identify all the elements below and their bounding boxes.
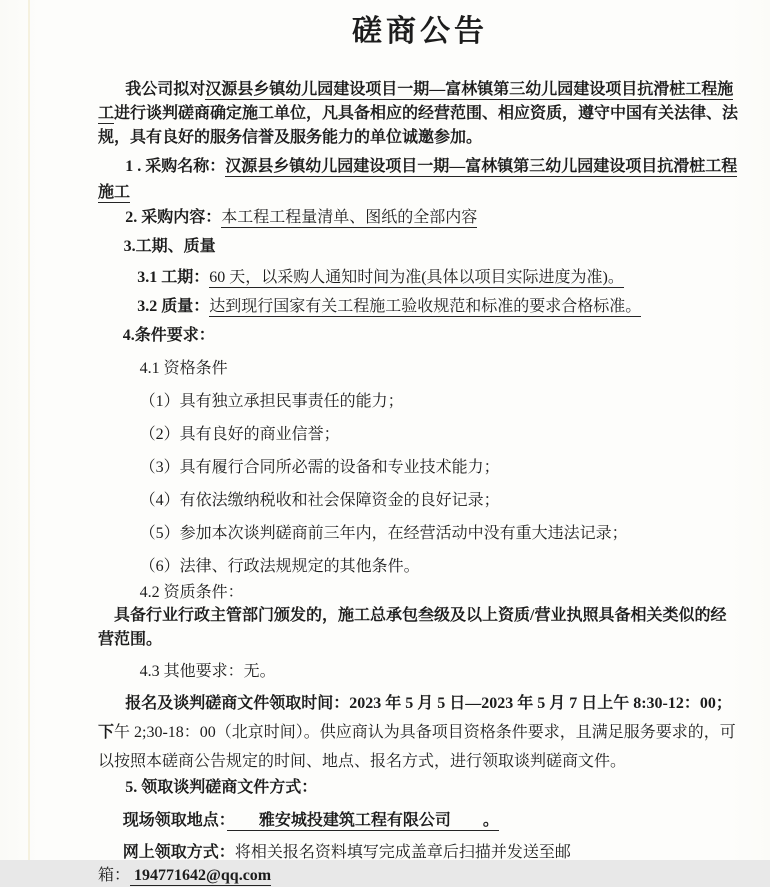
quality-item [98, 295, 742, 318]
online-pickup-email: 194771642@qq.com [130, 867, 272, 884]
scan-edge-artifact [28, 0, 30, 860]
qualification-heading: 4.1 资格条件 [139, 360, 228, 377]
credential-body: 具备行业行政主管部门颁发的，施工总承包叁级及以上资质/营业执照具备相关类似的经营范围。 [98, 607, 727, 648]
intro-lead: 我公司拟对 [125, 81, 206, 98]
online-pickup-text: 将相关报名资料填写完成盖章后扫描并发送至邮箱： [98, 844, 571, 884]
online-pickup-item [98, 841, 742, 887]
credential-heading: 4.2 资质条件： [139, 584, 244, 601]
requirements-heading: 4.条件要求： [122, 327, 215, 344]
duration-item [98, 266, 742, 289]
duration-label: 3.1 工期： [137, 269, 210, 286]
onsite-pickup-value: 雅安城投建筑工程有限公司 。 [226, 812, 499, 829]
qualification-item-5: （5）参加本次谈判磋商前三年内，在经营活动中没有重大违法记录； [139, 525, 628, 542]
procurement-content-value: 本工程工程量清单、图纸的全部内容 [221, 209, 478, 226]
signup-paragraph [98, 689, 742, 776]
qualification-item-2: （2）具有良好的商业信誉； [139, 426, 340, 443]
signup-rest: 午 2;30-18：00（北京时间）。供应商认为具备项目资格条件要求，且满足服务要求的，可以按照本磋商公告规定的时间、地点、报名方式，进行领取谈判磋商文件。 [98, 724, 736, 770]
qualification-item-3: （3）具有履行合同所必需的设备和专业技术能力； [139, 459, 500, 476]
pickup-method-heading: 5. 领取谈判磋商文件方式： [125, 779, 318, 796]
quality-value: 达到现行国家有关工程施工验收规范和标准的要求合格标准。 [209, 298, 642, 315]
page-title: 磋商公告 [352, 15, 488, 48]
procurement-name-item [98, 154, 742, 206]
online-pickup-label: 网上领取方式： [122, 844, 235, 861]
intro-project-name: 汉源县乡镇幼儿园建设项目一期—富林镇第三幼儿园建设项目抗滑桩工程施工 [98, 81, 734, 122]
qualification-item-4: （4）有依法缴纳税收和社会保障资金的良好记录； [139, 492, 500, 509]
signup-label: 报名及谈判磋商文件领取时间： [125, 695, 350, 712]
duration-value: 60 天，以采购人通知时间为准(具体以项目实际进度为准)。 [209, 269, 624, 286]
other-requirements: 4.3 其他要求：无。 [139, 663, 276, 680]
procurement-content-item [98, 206, 742, 229]
quality-label: 3.2 质量： [137, 298, 210, 315]
qualification-item-1: （1）具有独立承担民事责任的能力； [139, 393, 404, 410]
qualification-item-6: （6）法律、行政法规规定的其他条件。 [139, 558, 420, 575]
onsite-pickup-label: 现场领取地点： [122, 812, 227, 829]
schedule-quality-heading: 3.工期、质量 [123, 238, 216, 255]
procurement-content-label: 2. 采购内容： [125, 209, 222, 226]
onsite-pickup-item [98, 809, 742, 832]
signup-time: 2023 年 5 月 5 日—2023 年 5 月 7 日上午 8:30-12：00；下 [98, 695, 732, 741]
procurement-name-label: 1 . 采购名称： [125, 158, 226, 175]
intro-paragraph [98, 78, 742, 150]
intro-rest: 进行谈判磋商确定施工单位，凡具备相应的经营范围、相应资质，遵守中国有关法律、法规，具有良好的服务信誉及服务能力的单位诚邀参加。 [98, 105, 739, 146]
procurement-name-value: 汉源县乡镇幼儿园建设项目一期—富林镇第三幼儿园建设项目抗滑桩工程施工 [98, 158, 738, 201]
